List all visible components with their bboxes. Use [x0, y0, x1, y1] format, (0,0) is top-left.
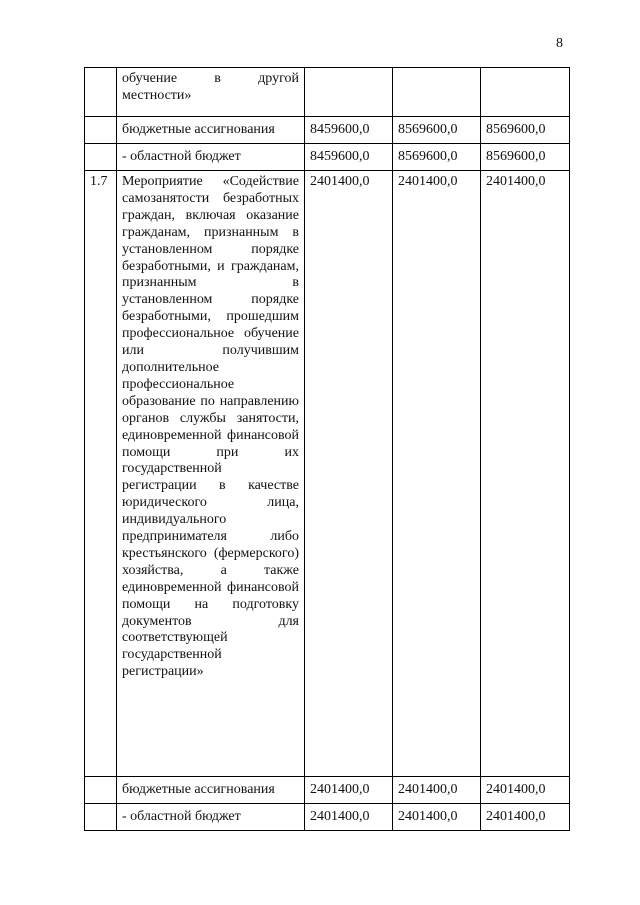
row-description-cell: бюджетные ассигнования — [117, 117, 305, 144]
value-cell-3: 2401400,0 — [481, 804, 570, 831]
table-row — [85, 171, 570, 777]
value-cell-1: 2401400,0 — [305, 171, 393, 777]
row-number-cell — [85, 117, 117, 144]
value-cell-1: 2401400,0 — [305, 804, 393, 831]
row-number-cell — [85, 144, 117, 171]
row-description-cell: обучение в другой местности» — [117, 68, 305, 117]
table-row — [85, 144, 570, 171]
value-cell-3: 8569600,0 — [481, 144, 570, 171]
value-cell-2: 8569600,0 — [393, 117, 481, 144]
value-cell-1: 2401400,0 — [305, 777, 393, 804]
table-row — [85, 777, 570, 804]
value-cell-2: 8569600,0 — [393, 144, 481, 171]
value-cell-3: 2401400,0 — [481, 171, 570, 777]
row-number-cell — [85, 68, 117, 117]
value-cell-3: 8569600,0 — [481, 117, 570, 144]
table-row — [85, 804, 570, 831]
value-cell-2 — [393, 68, 481, 117]
row-number-cell — [85, 777, 117, 804]
value-cell-3: 2401400,0 — [481, 777, 570, 804]
page-number: 8 — [556, 36, 563, 51]
value-cell-1: 8459600,0 — [305, 144, 393, 171]
row-description-cell: - областной бюджет — [117, 144, 305, 171]
row-description-cell: - областной бюджет — [117, 804, 305, 831]
value-cell-2: 2401400,0 — [393, 171, 481, 777]
row-number-cell: 1.7 — [85, 171, 117, 777]
budget-table — [84, 67, 570, 831]
row-description-cell: бюджетные ассигнования — [117, 777, 305, 804]
value-cell-2: 2401400,0 — [393, 777, 481, 804]
value-cell-3 — [481, 68, 570, 117]
value-cell-2: 2401400,0 — [393, 804, 481, 831]
table-row — [85, 117, 570, 144]
row-number-cell — [85, 804, 117, 831]
row-description-cell: Мероприятие «Содействие самозанятости безработных граждан, включая оказание гражданам, признанным в установленном порядке безработными, и гражданам, признанным в установленном порядке безработными, прошедшим профессиональное обучение или получившим дополнительное профессиональное образование по направлению органов службы занятости, единовременной финансовой помощи при их государственной регистрации в качестве юридического лица, индивидуального предпринимателя либо крестьянского (фермерского) хозяйства, а также единовременной финансовой помощи на подготовку документов для соответствующей государственной регистрации» — [117, 171, 305, 777]
value-cell-1: 8459600,0 — [305, 117, 393, 144]
table-row — [85, 68, 570, 117]
value-cell-1 — [305, 68, 393, 117]
